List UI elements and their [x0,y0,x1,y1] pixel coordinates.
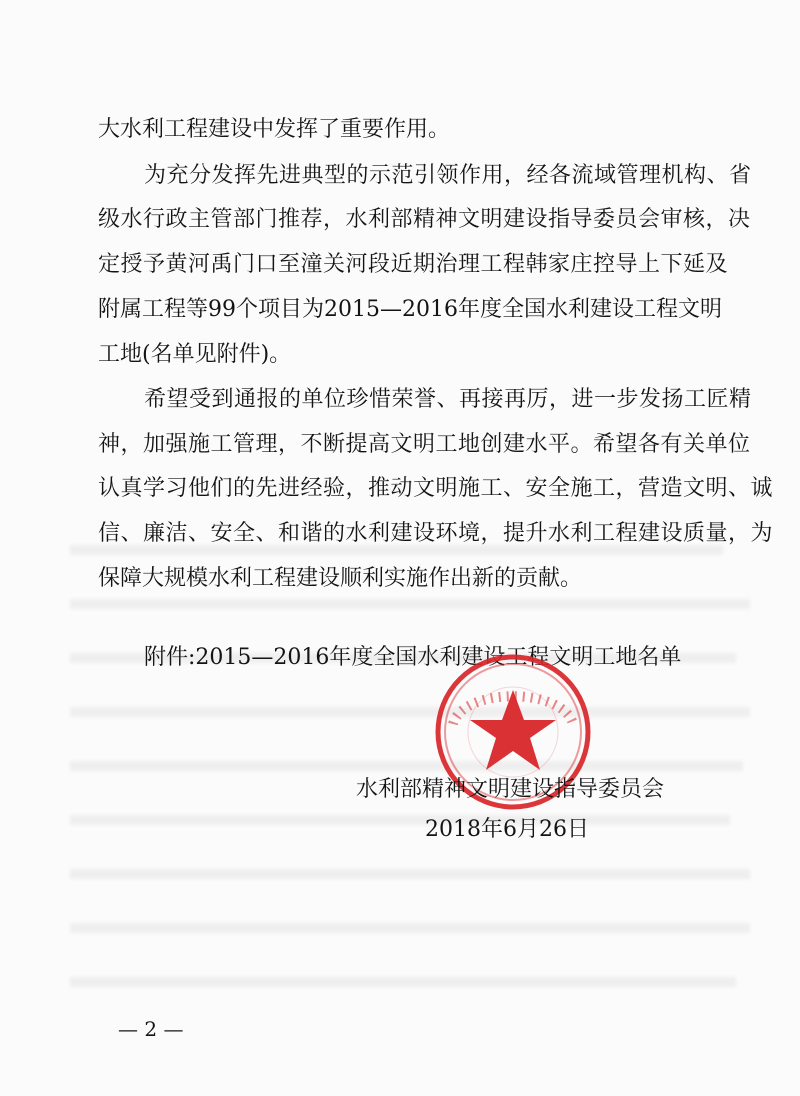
paragraph-line-2: 为充分发挥先进典型的示范引领作用，经各流域管理机构、省 [144,163,752,188]
attachment-line: 附件:2015—2016年度全国水利建设工程文明工地名单 [144,645,682,670]
paragraph-line-1: 大水利工程建设中发挥了重要作用。 [98,117,451,142]
page-number: — 2 — [118,1017,184,1041]
paragraph-line-7: 希望受到通报的单位珍惜荣誉、再接再厉，进一步发扬工匠精 [144,387,752,412]
paragraph-line-11: 保障大规模水利工程建设顺利实施作出新的贡献。 [98,566,583,591]
paragraph-line-5: 附属工程等99个项目为2015—2016年度全国水利建设工程文明 [98,297,722,322]
paragraph-line-6: 工地(名单见附件)。 [98,342,292,367]
paragraph-line-3: 级水行政主管部门推荐，水利部精神文明建设指导委员会审核，决 [98,207,751,232]
signing-organization: 水利部精神文明建设指导委员会 [356,777,665,802]
paragraph-line-9: 认真学习他们的先进经验，推动文明施工、安全施工，营造文明、诚 [98,476,774,501]
paragraph-line-10: 信、廉洁、安全、和谐的水利建设环境，提升水利工程建设质量，为 [98,521,774,546]
document-date: 2018年6月26日 [425,817,589,842]
paragraph-line-8: 神，加强施工管理，不断提高文明工地创建水平。希望各有关单位 [98,432,751,457]
paragraph-line-4: 定授予黄河禹门口至潼关河段近期治理工程韩家庄控导上下延及 [98,252,729,277]
